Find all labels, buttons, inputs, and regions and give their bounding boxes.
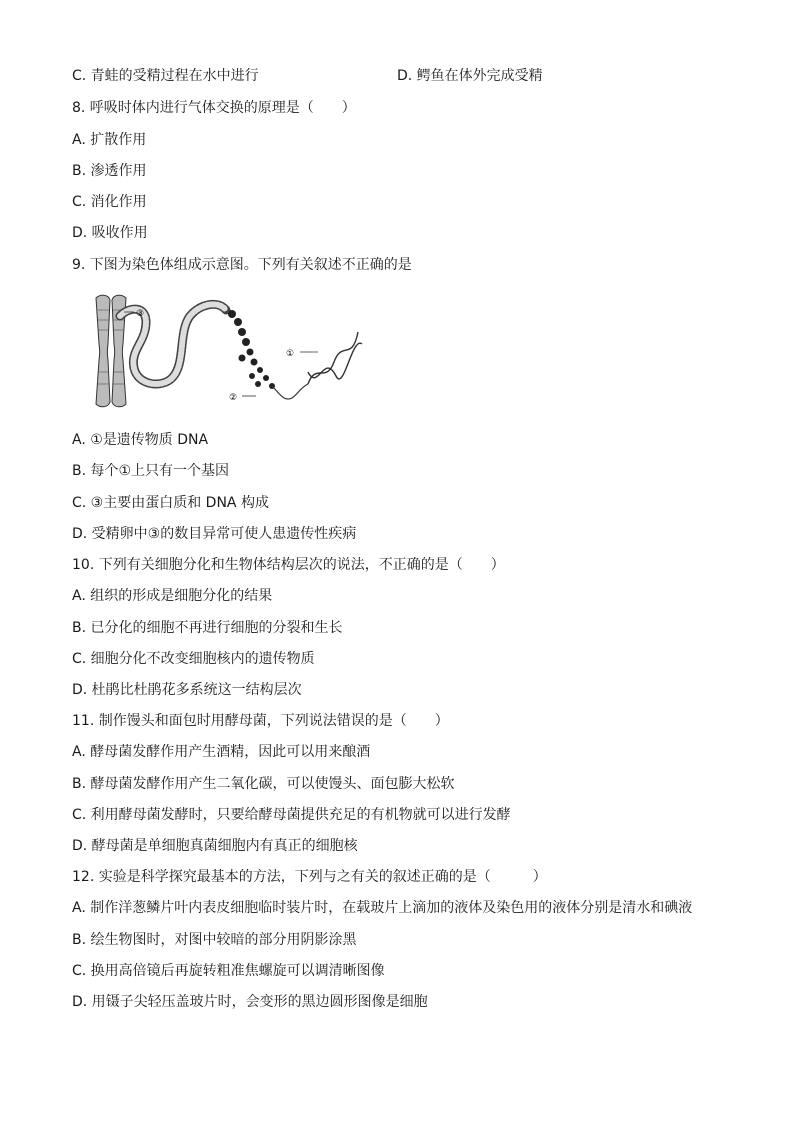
dna-helix (308, 332, 362, 384)
q11-option-b: B. 酵母菌发酵作用产生二氧化碳，可以使馒头、面包膨大松软 (72, 776, 455, 792)
q8-option-d: D. 吸收作用 (72, 225, 148, 241)
q10-option-a: A. 组织的形成是细胞分化的结果 (72, 588, 273, 604)
q10-option-d: D. 杜鹃比杜鹃花多系统这一结构层次 (72, 682, 302, 698)
q7-option-d: D. 鳄鱼在体外完成受精 (397, 68, 543, 84)
q12-option-a: A. 制作洋葱鳞片叶内表皮细胞临时装片时，在载玻片上滴加的液体及染色用的液体分别是清水和碘液 (72, 900, 693, 916)
q9-option-c: C. ③主要由蛋白质和 DNA 构成 (72, 495, 269, 511)
label-2: ② (229, 393, 238, 403)
q10-option-c: C. 细胞分化不改变细胞核内的遗传物质 (72, 651, 315, 667)
q12-option-c: C. 换用高倍镜后再旋转粗准焦螺旋可以调清晰图像 (72, 963, 385, 979)
q11-stem: 11. 制作馒头和面包时用酵母菌，下列说法错误的是（ ） (72, 713, 449, 729)
q7-option-c: C. 青蛙的受精过程在水中进行 (72, 68, 259, 84)
q12-option-d: D. 用镊子尖轻压盖玻片时，会变形的黑边圆形图像是细胞 (72, 994, 428, 1010)
q8-option-a: A. 扩散作用 (72, 132, 147, 148)
q11-option-c: C. 利用酵母菌发酵时，只要给酵母菌提供充足的有机物就可以进行发酵 (72, 807, 511, 823)
q8-stem: 8. 呼吸时体内进行气体交换的原理是（ ） (72, 100, 356, 116)
q11-option-a: A. 酵母菌发酵作用产生酒精，因此可以用来酿酒 (72, 744, 371, 760)
q9-option-a: A. ①是遗传物质 DNA (72, 432, 209, 448)
q9-stem: 9. 下图为染色体组成示意图。下列有关叙述不正确的是 (72, 257, 412, 273)
q8-option-c: C. 消化作用 (72, 194, 147, 210)
label-3: ③ (136, 309, 145, 319)
q12-stem: 12. 实验是科学探究最基本的方法，下列与之有关的叙述正确的是（ ） (72, 869, 547, 885)
q9-option-d: D. 受精卵中③的数目异常可使人患遗传性疾病 (72, 526, 357, 542)
q8-option-b: B. 渗透作用 (72, 163, 147, 179)
chromosome-diagram (86, 292, 366, 412)
nucleosome-beads (228, 310, 275, 389)
q10-stem: 10. 下列有关细胞分化和生物体结构层次的说法，不正确的是（ ） (72, 557, 505, 573)
q12-option-b: B. 绘生物图时，对图中较暗的部分用阴影涂黑 (72, 932, 357, 948)
q10-option-b: B. 已分化的细胞不再进行细胞的分裂和生长 (72, 620, 343, 636)
q11-option-d: D. 酵母菌是单细胞真菌细胞内有真正的细胞核 (72, 838, 358, 854)
label-1: ① (286, 349, 295, 359)
q9-option-b: B. 每个①上只有一个基因 (72, 463, 230, 479)
